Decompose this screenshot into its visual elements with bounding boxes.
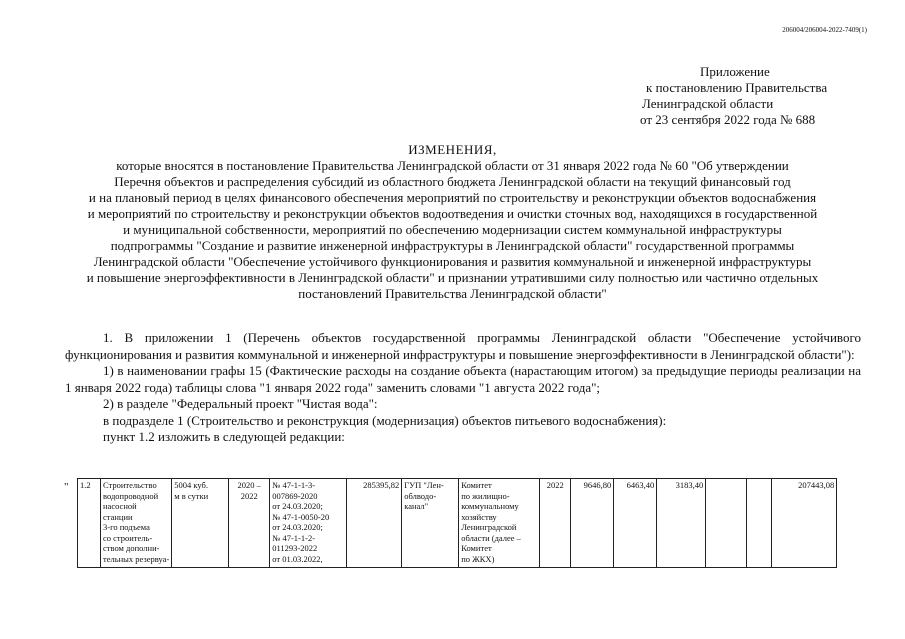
cell-object-name (101, 479, 172, 568)
cell-value-2: 6463,40 (614, 479, 657, 568)
cell-line: Строительство (103, 480, 157, 490)
table-row (78, 479, 837, 568)
opening-quote-mark: " (64, 481, 69, 493)
title-line: и мероприятий по строительству и реконструкции объектов водоотведения и очистки сточных вод, находящихся в государственной (87, 206, 818, 221)
cell-documents (270, 479, 347, 568)
cell-value-3: 3183,40 (657, 479, 706, 568)
cell-line: от 24.03.2020; (272, 501, 323, 511)
cell-line: коммунальному (461, 501, 519, 511)
cell-line: 007869-2020 (272, 490, 318, 501)
appendix-line: от 23 сентября 2022 года № 688 (640, 112, 816, 127)
cell-line: 2022 (240, 490, 258, 501)
title-heading: ИЗМЕНЕНИЯ, (408, 142, 497, 157)
title-line: Ленинградской области "Обеспечение устойчивого функционирования и развития коммунальной и инженерной инфраструктуры (93, 254, 812, 269)
cell-line: м в сутки (174, 490, 209, 501)
cell-customer (459, 479, 540, 568)
title-line: Перечня объектов и распределения субсидий из областного бюджета Ленинградской области на текущий финансовый год (114, 174, 791, 189)
title-line: и на плановый период в целях финансового обеспечения мероприятий по строительству и реконструкции объектов водоснабжения (88, 190, 817, 205)
paragraph-5: пункт 1.2 изложить в следующей редакции: (103, 429, 345, 444)
cell-line: насосной (103, 501, 137, 511)
cell-year: 2022 (540, 479, 571, 568)
cell-line: тельных резервуа- (103, 553, 170, 564)
cell-line: со строитель- (103, 532, 153, 543)
cell-executor (402, 479, 459, 568)
cell-line: Комитет (461, 543, 492, 553)
cell-line: 3-го подъема (103, 522, 150, 532)
title-line: подпрограммы "Создание и развитие инженерной инфраструктуры в Ленинградской области" государственной программы (110, 238, 795, 253)
cell-line: от 01.03.2022, (272, 553, 323, 564)
cell-capacity (172, 479, 229, 568)
cell-line: водопроводной (103, 490, 159, 501)
cell-line: станции (103, 511, 133, 522)
cell-actual-expenses: 207443,08 (772, 479, 837, 568)
document-body (65, 330, 861, 446)
cell-line: № 47-1-0050-20 (272, 511, 330, 522)
document-number: 206004/206004-2022-7409(1) (782, 26, 867, 34)
cell-line: облводо- (404, 490, 437, 501)
title-line: и повышение энергоэффективности в Ленинградской области" и признании утратившими силу полностью или частично отдельных (86, 270, 819, 285)
cell-line: Ленинградской (461, 522, 517, 532)
paragraph-4: в подразделе 1 (Строительство и реконструкция (модернизация) объектов питьевого водоснабжения): (103, 412, 667, 428)
cell-value-1: 9646,80 (571, 479, 614, 568)
cell-line: области (далее – (461, 532, 521, 543)
cell-empty-2 (747, 479, 772, 568)
cell-line: по ЖКХ) (461, 553, 495, 564)
title-line: постановлений Правительства Ленинградской области" (298, 286, 607, 301)
cell-line: от 24.03.2020; (272, 522, 323, 532)
cell-cost: 285395,82 (347, 479, 402, 568)
title-line: которые вносятся в постановление Правительства Ленинградской области от 31 января 2022 года № 60 "Об утверждении (116, 158, 789, 173)
cell-line: 011293-2022 (272, 543, 318, 553)
cell-line: по жилищно- (461, 490, 510, 501)
appendix-line: Приложение (700, 64, 770, 79)
paragraph-2: 1) в наименовании графы 15 (Фактические расходы на создание объекта (нарастающим итогом) за предыдущие периоды реализации на 1 января 2022 года) таблицы слова "1 января 2022 года" заменить словами "1 августа 2022 года"; (65, 363, 861, 395)
paragraph-1: 1. В приложении 1 (Перечень объектов государственной программы Ленинградской области "Обеспечение устойчивого функционирования и развития коммунальной и инженерной инфраструктуры и повышение энергоэффективности в Ленинградской области"): (65, 330, 861, 362)
cell-line: № 47-1-1-3- (272, 480, 316, 490)
cell-line: ством дополни- (103, 543, 160, 553)
cell-empty-1 (706, 479, 747, 568)
cell-line: хозяйству (461, 511, 497, 522)
cell-line: Комитет (461, 480, 492, 490)
cell-line: № 47-1-1-2- (272, 532, 316, 543)
cell-number: 1.2 (78, 479, 101, 568)
title-line: и муниципальной собственности, мероприятий по обеспечению модернизации систем коммунальной инфраструктуры (123, 222, 782, 237)
object-table (77, 478, 837, 568)
appendix-line: к постановлению Правительства (646, 80, 828, 95)
appendix-line: Ленинградской области (642, 96, 774, 111)
cell-line: ГУП "Лен- (404, 480, 444, 490)
document-title (0, 142, 905, 302)
cell-line: 2020 – (237, 480, 261, 490)
cell-line: 5004 куб. (174, 480, 208, 490)
appendix-header (640, 64, 827, 128)
paragraph-3: 2) в разделе "Федеральный проект "Чистая вода": (103, 396, 378, 411)
cell-term (229, 479, 270, 568)
cell-line: канал" (404, 501, 429, 511)
